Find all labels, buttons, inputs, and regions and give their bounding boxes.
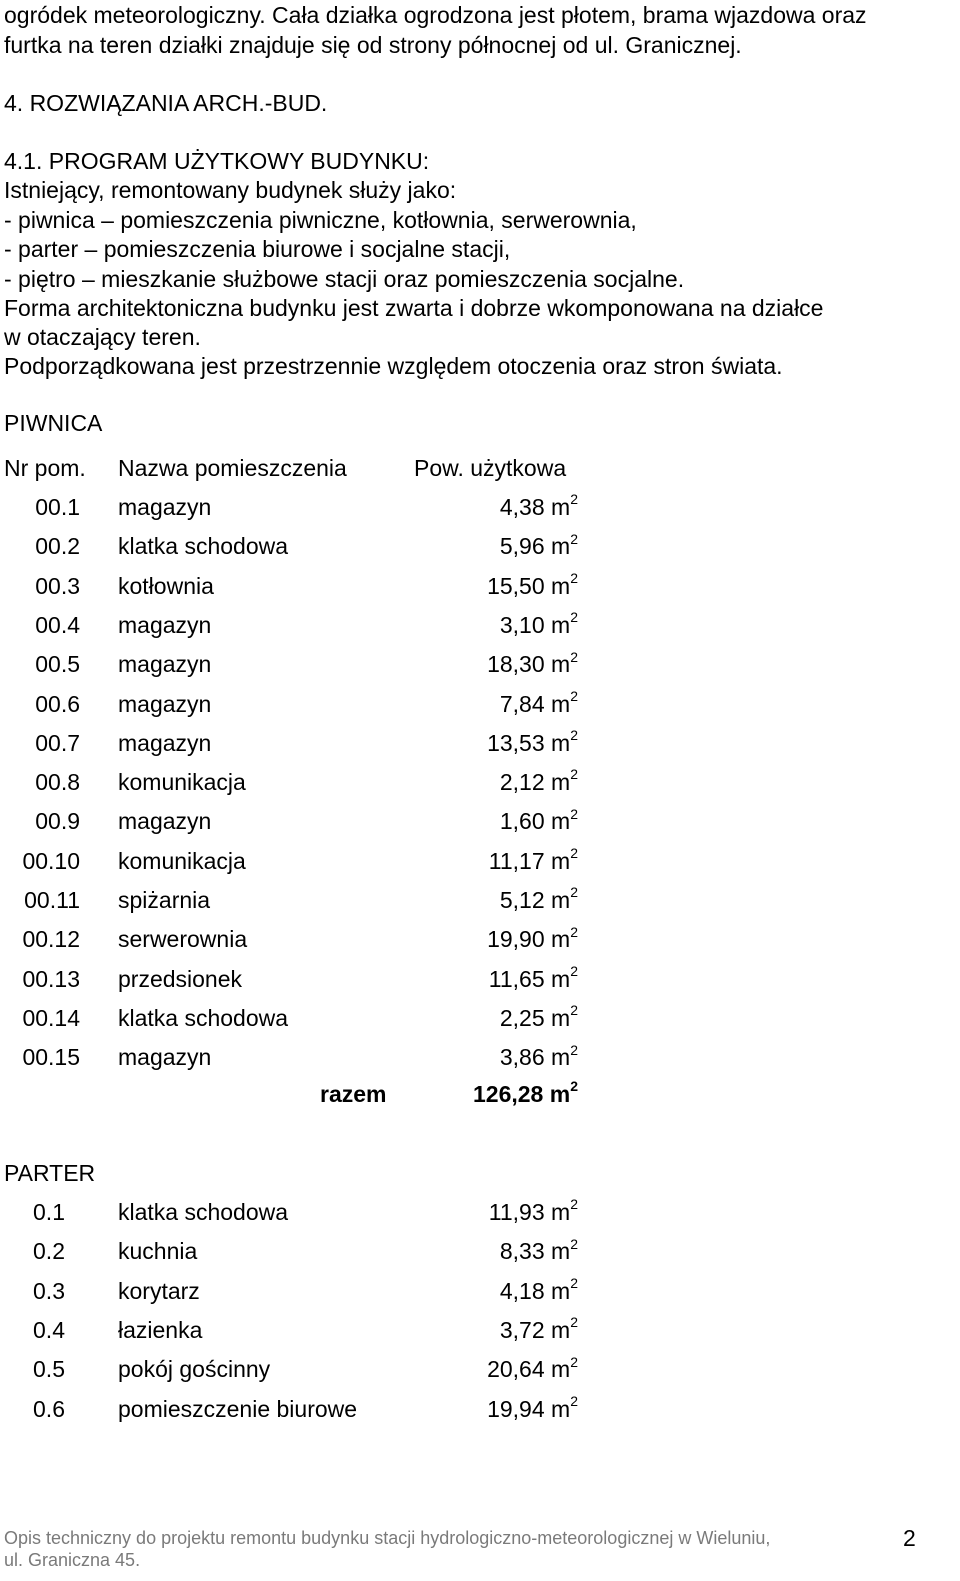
room-name: magazyn — [118, 808, 212, 835]
table-row — [0, 923, 960, 956]
room-number: 00.6 — [35, 690, 80, 717]
room-area: 5,12 $m^2$ — [499, 884, 578, 913]
room-name: magazyn — [118, 690, 212, 717]
table-row — [0, 962, 960, 996]
room-number: 00.8 — [35, 769, 80, 796]
room-area: 8,33 $m^2$ — [499, 1235, 578, 1265]
table-row — [0, 766, 960, 799]
intro-line-1: ogródek meteorologiczny. Cała działka ogrodzona jest płotem, brama wjazdowa oraz — [4, 2, 867, 28]
room-number: 00.15 — [22, 1044, 80, 1071]
room-area: 19,90 $m^2$ — [487, 923, 578, 953]
room-name: kotłownia — [118, 572, 214, 599]
room-name: pomieszczenie biurowe — [118, 1395, 358, 1422]
section-heading-4: 4. ROZWIĄZANIA ARCH.-BUD. — [4, 90, 328, 116]
room-name: klatka schodowa — [118, 533, 289, 560]
room-name: komunikacja — [118, 847, 246, 874]
table-row — [0, 491, 960, 524]
table-row — [0, 530, 960, 563]
room-number: 00.7 — [35, 729, 80, 756]
room-area: 11,93 $m^2$ — [488, 1196, 578, 1225]
table-row — [0, 1314, 960, 1347]
room-number: 00.1 — [35, 494, 80, 520]
table-row — [0, 805, 960, 838]
room-name: korytarz — [118, 1277, 200, 1304]
table-row — [0, 687, 960, 721]
table-row — [0, 727, 960, 760]
room-number: 0.4 — [33, 1316, 65, 1343]
header-room-number: Nr pom. — [4, 455, 86, 481]
footer-line-1: Opis techniczny do projektu remontu budynku stacji hydrologiczno-meteorologicznej w Wieluniu, — [4, 1528, 771, 1548]
table-row — [0, 1196, 960, 1229]
table-row — [0, 1041, 960, 1074]
room-area: 19,94 $m^2$ — [487, 1392, 578, 1422]
paragraph-line: w otaczający teren. — [4, 324, 201, 350]
piwnica-total-row — [0, 1078, 960, 1111]
room-area: 4,38 $m^2$ — [499, 491, 578, 520]
room-area: 13,53 $m^2$ — [487, 727, 578, 756]
total-value: 126,28 $m^2$ — [473, 1078, 578, 1107]
room-number: 00.5 — [35, 651, 80, 678]
room-number: 0.6 — [33, 1395, 65, 1422]
room-area: 18,30 $m^2$ — [487, 648, 578, 678]
piwnica-title: PIWNICA — [4, 410, 103, 436]
room-area: 3,10 $m^2$ — [499, 609, 578, 638]
intro-line-2: furtka na teren działki znajduje się od strony północnej od ul. Granicznej. — [4, 32, 742, 58]
paragraph-line: - parter – pomieszczenia biurowe i socjalne stacji, — [4, 236, 511, 262]
footer-line-2: ul. Graniczna 45. — [4, 1550, 141, 1570]
room-name: spiżarnia — [118, 887, 211, 913]
room-name: klatka schodowa — [118, 1004, 289, 1031]
room-number: 0.5 — [33, 1356, 65, 1383]
footer — [4, 1527, 770, 1571]
room-name: kuchnia — [118, 1238, 198, 1265]
room-area: 11,65 $m^2$ — [488, 962, 578, 992]
room-name: magazyn — [118, 1044, 212, 1071]
room-number: 00.9 — [35, 808, 80, 835]
header-usable-area: Pow. użytkowa — [414, 455, 567, 481]
room-area: 15,50 $m^2$ — [487, 569, 578, 599]
table-row — [0, 648, 960, 681]
table-row — [0, 1274, 960, 1308]
table-row — [0, 609, 960, 642]
room-number: 00.3 — [35, 572, 80, 599]
room-area: 1,60 $m^2$ — [499, 805, 578, 835]
table-row — [0, 884, 960, 917]
room-area: 3,72 $m^2$ — [499, 1314, 578, 1343]
room-area: 2,12 $m^2$ — [499, 766, 578, 796]
room-name: przedsionek — [118, 965, 243, 992]
paragraph-line: - piwnica – pomieszczenia piwniczne, kotłownia, serwerownia, — [4, 207, 637, 233]
room-name: pokój gościnny — [118, 1356, 271, 1383]
room-area: 2,25 $m^2$ — [499, 1002, 578, 1031]
room-number: 00.10 — [22, 847, 80, 874]
room-number: 0.1 — [33, 1199, 65, 1225]
room-name: magazyn — [118, 729, 212, 756]
table-row — [0, 845, 960, 878]
parter-title: PARTER — [4, 1160, 96, 1186]
room-name: magazyn — [118, 651, 212, 678]
table-row — [0, 1002, 960, 1035]
table-row — [0, 569, 960, 603]
room-number: 0.2 — [33, 1238, 65, 1265]
section-heading-4-1: 4.1. PROGRAM UŻYTKOWY BUDYNKU: — [4, 148, 430, 174]
total-label: razem — [320, 1081, 387, 1107]
room-area: 3,86 $m^2$ — [499, 1041, 578, 1071]
paragraph-line: Podporządkowana jest przestrzennie względem otoczenia oraz stron świata. — [4, 353, 783, 379]
table-row — [0, 1235, 960, 1268]
room-number: 00.4 — [35, 611, 80, 638]
paragraph-line: - piętro – mieszkanie służbowe stacji oraz pomieszczenia socjalne. — [4, 266, 685, 292]
room-area: 20,64 $m^2$ — [487, 1353, 578, 1383]
room-name: łazienka — [118, 1316, 203, 1343]
room-area: 7,84 $m^2$ — [499, 687, 578, 717]
room-name: komunikacja — [118, 769, 246, 796]
room-number: 00.12 — [22, 926, 80, 953]
room-number: 00.14 — [22, 1004, 80, 1031]
room-area: 5,96 $m^2$ — [499, 530, 578, 560]
room-area: 11,17 $m^2$ — [488, 845, 578, 874]
room-name: magazyn — [118, 494, 212, 520]
paragraph-line: Istniejący, remontowany budynek służy jako: — [4, 177, 457, 203]
room-name: serwerownia — [118, 926, 248, 953]
room-number: 00.2 — [35, 533, 80, 560]
table-row — [0, 1353, 960, 1386]
paragraph-line: Forma architektoniczna budynku jest zwarta i dobrze wkomponowana na działce — [4, 295, 824, 321]
header-room-name: Nazwa pomieszczenia — [118, 455, 347, 481]
room-number: 00.13 — [22, 965, 80, 992]
room-area: 4,18 $m^2$ — [499, 1274, 578, 1304]
room-number: 0.3 — [33, 1277, 65, 1304]
page-number: 2 — [903, 1525, 916, 1551]
room-name: magazyn — [118, 611, 212, 638]
table-row — [0, 1392, 960, 1426]
room-name: klatka schodowa — [118, 1199, 289, 1225]
room-number: 00.11 — [24, 887, 80, 913]
